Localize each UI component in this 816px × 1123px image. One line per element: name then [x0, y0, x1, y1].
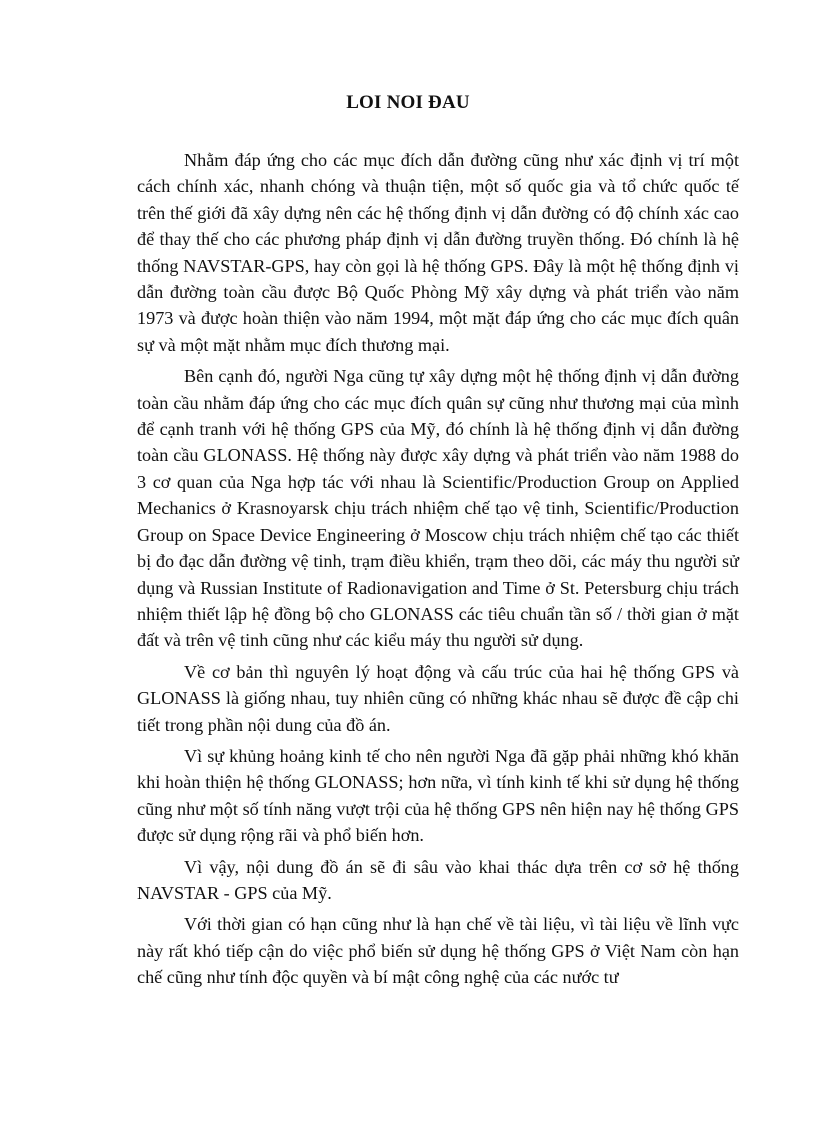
paragraph-2: Bên cạnh đó, người Nga cũng tự xây dựng một hệ thống định vị dẫn đường toàn cầu nhằm đáp ứng cho các mục đích quân sự cũng như thương mại của mình để cạnh tranh với hệ thống GPS của Mỹ, đó chính là hệ thống định vị dẫn đường toàn cầu GLONASS. Hệ thống này được xây dựng và phát triển vào năm 1988 do 3 cơ quan của Nga hợp tác với nhau là Scientific/Production Group on Applied Mechanics ở Krasnoyarsk chịu trách nhiệm chế tạo vệ tinh, Scientific/Production Group on Space Device Engineering ở Moscow chịu trách nhiệm chế tạo các thiết bị đo đạc dẫn đường vệ tinh, trạm điều khiển, trạm theo dõi, các máy thu người sử dụng và Russian Institute of Radionavigation and Time ở St. Petersburg chịu trách nhiệm thiết lập hệ đồng bộ cho GLONASS các tiêu chuẩn tần số / thời gian ở mặt đất và trên vệ tinh cũng như các kiểu máy thu người sử dụng. [137, 366, 739, 651]
document-body [137, 147, 739, 996]
paragraph-6: Với thời gian có hạn cũng như là hạn chế về tài liệu, vì tài liệu về lĩnh vực này rất khó tiếp cận do việc phổ biến sử dụng hệ thống GPS ở Việt Nam còn hạn chế cũng như tính độc quyền và bí mật công nghệ của các nước tư [137, 914, 739, 988]
paragraph-3: Về cơ bản thì nguyên lý hoạt động và cấu trúc của hai hệ thống GPS và GLONASS là giống nhau, tuy nhiên cũng có những khác nhau sẽ được đề cập chi tiết trong phần nội dung của đồ án. [137, 661, 739, 735]
paragraph-5: Vì vậy, nội dung đồ án sẽ đi sâu vào khai thác dựa trên cơ sở hệ thống NAVSTAR - GPS của Mỹ. [137, 856, 739, 903]
page-title: LOI NOI ĐAU [346, 92, 470, 113]
paragraph-1: Nhằm đáp ứng cho các mục đích dẫn đường cũng như xác định vị trí một cách chính xác, nhanh chóng và thuận tiện, một số quốc gia và tổ chức quốc tế trên thế giới đã xây dựng nên các hệ thống định vị dẫn đường có độ chính xác cao để thay thế cho các phương pháp định vị dẫn đường truyền thống. Đó chính là hệ thống NAVSTAR-GPS, hay còn gọi là hệ thống GPS. Đây là một hệ thống định vị dẫn đường toàn cầu được Bộ Quốc Phòng Mỹ xây dựng và phát triển vào năm 1973 và được hoàn thiện vào năm 1994, một mặt đáp ứng cho các mục đích quân sự và một mặt nhằm mục đích thương mại. [137, 150, 739, 355]
paragraph-4: Vì sự khủng hoảng kinh tế cho nên người Nga đã gặp phải những khó khăn khi hoàn thiện hệ thống GLONASS; hơn nữa, vì tính kinh tế khi sử dụng hệ thống cũng như một số tính năng vượt trội của hệ thống GPS nên hiện nay hệ thống GPS được sử dụng rộng rãi và phổ biến hơn. [137, 745, 739, 846]
